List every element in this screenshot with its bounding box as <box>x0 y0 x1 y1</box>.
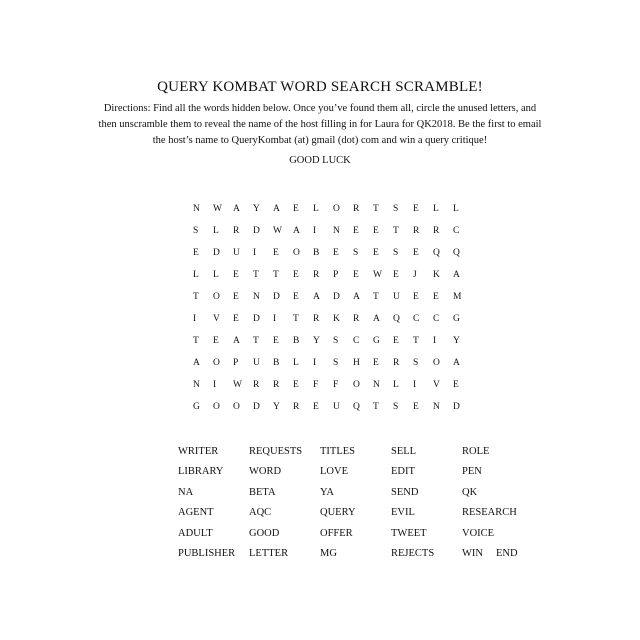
grid-letter: R <box>413 226 420 236</box>
grid-letter: A <box>313 292 320 302</box>
word-list-item: AQC <box>249 507 272 519</box>
grid-letter: L <box>193 270 199 280</box>
grid-letter: A <box>373 314 380 324</box>
grid-letter: L <box>453 204 459 214</box>
word-list-item: EVIL <box>391 507 415 519</box>
grid-letter: J <box>413 270 417 280</box>
grid-letter: B <box>313 248 320 258</box>
grid-letter: O <box>353 380 360 390</box>
grid-letter: H <box>353 358 360 368</box>
grid-letter: W <box>213 204 222 214</box>
grid-letter: E <box>353 226 359 236</box>
grid-letter: L <box>313 204 319 214</box>
word-list-row <box>178 523 538 544</box>
grid-letter: T <box>413 336 419 346</box>
grid-letter: Q <box>453 248 460 258</box>
grid-letter: S <box>333 336 339 346</box>
word-list-item: EDIT <box>391 466 415 478</box>
grid-letter: S <box>393 402 399 412</box>
grid-letter: E <box>373 248 379 258</box>
word-list-item: MG <box>320 548 337 560</box>
grid-letter: G <box>193 402 200 412</box>
word-list-item: REJECTS <box>391 548 435 560</box>
grid-letter: N <box>193 380 200 390</box>
grid-letter: R <box>353 204 360 214</box>
word-list-item: ROLE <box>462 445 490 457</box>
word-list-row <box>178 441 538 462</box>
grid-letter: R <box>273 380 280 390</box>
grid-letter: N <box>333 226 340 236</box>
page-title: QUERY KOMBAT WORD SEARCH SCRAMBLE! <box>157 79 483 95</box>
grid-letter: M <box>453 292 462 302</box>
grid-letter: D <box>453 402 460 412</box>
word-list-item: QUERY <box>320 507 356 519</box>
grid-letter: C <box>433 314 440 324</box>
grid-letter: E <box>413 248 419 258</box>
word-list-item: LIBRARY <box>178 466 224 478</box>
grid-letter: S <box>413 358 419 368</box>
grid-letter: E <box>213 336 219 346</box>
grid-letter: P <box>333 270 339 280</box>
grid-letter: D <box>253 402 260 412</box>
word-list-row <box>178 462 538 483</box>
grid-letter: S <box>333 358 339 368</box>
good-luck-text: GOOD LUCK <box>289 155 351 166</box>
word-list-item: END <box>496 548 518 560</box>
word-list-row <box>178 482 538 503</box>
grid-letter: A <box>453 358 460 368</box>
word-list-item: GOOD <box>249 527 280 539</box>
word-list-item: WIN <box>462 548 483 560</box>
word-list-row <box>178 503 538 524</box>
grid-letter: U <box>253 358 260 368</box>
grid-letter: Y <box>253 204 260 214</box>
grid-letter: E <box>413 402 419 412</box>
grid-row <box>193 220 473 242</box>
grid-letter: E <box>293 380 299 390</box>
grid-letter: F <box>333 380 339 390</box>
grid-letter: T <box>253 336 259 346</box>
grid-letter: I <box>313 226 317 236</box>
grid-letter: A <box>453 270 460 280</box>
grid-letter: E <box>353 270 359 280</box>
grid-letter: T <box>373 292 379 302</box>
grid-letter: E <box>393 336 399 346</box>
grid-letter: E <box>293 292 299 302</box>
grid-row <box>193 396 473 418</box>
grid-letter: A <box>293 226 300 236</box>
grid-letter: E <box>233 270 239 280</box>
grid-letter: W <box>233 380 242 390</box>
grid-letter: R <box>433 226 440 236</box>
grid-letter: T <box>373 402 379 412</box>
grid-row <box>193 308 473 330</box>
grid-letter: E <box>453 380 459 390</box>
grid-letter: D <box>253 314 260 324</box>
grid-letter: R <box>313 270 320 280</box>
grid-letter: W <box>373 270 382 280</box>
grid-letter: O <box>213 292 220 302</box>
grid-letter: N <box>433 402 440 412</box>
grid-letter: A <box>353 292 360 302</box>
word-list <box>178 441 538 564</box>
grid-letter: G <box>453 314 460 324</box>
word-list-item: LOVE <box>320 466 348 478</box>
grid-letter: W <box>273 226 282 236</box>
grid-letter: L <box>293 358 299 368</box>
grid-letter: I <box>413 380 417 390</box>
grid-letter: Q <box>393 314 400 324</box>
grid-letter: O <box>213 402 220 412</box>
grid-row <box>193 352 473 374</box>
letter-grid <box>193 198 473 418</box>
word-list-item: SELL <box>391 445 417 457</box>
grid-letter: O <box>233 402 240 412</box>
grid-letter: T <box>193 292 199 302</box>
grid-letter: B <box>293 336 300 346</box>
grid-letter: R <box>353 314 360 324</box>
grid-letter: Y <box>273 402 280 412</box>
grid-letter: E <box>293 270 299 280</box>
grid-letter: T <box>193 336 199 346</box>
grid-letter: L <box>433 204 439 214</box>
grid-letter: L <box>213 270 219 280</box>
word-list-item: OFFER <box>320 527 353 539</box>
grid-letter: I <box>433 336 437 346</box>
grid-letter: U <box>333 402 340 412</box>
grid-letter: F <box>313 380 319 390</box>
word-list-item: REQUESTS <box>249 445 303 457</box>
grid-letter: R <box>393 358 400 368</box>
word-list-item: BETA <box>249 486 276 498</box>
word-list-item: TWEET <box>391 527 427 539</box>
grid-letter: R <box>313 314 320 324</box>
grid-letter: S <box>193 226 199 236</box>
grid-letter: E <box>233 292 239 302</box>
word-list-row <box>178 544 538 565</box>
word-list-item: ADULT <box>178 527 213 539</box>
grid-letter: O <box>333 204 340 214</box>
word-list-item: RESEARCH <box>462 507 517 519</box>
grid-letter: E <box>313 402 319 412</box>
grid-letter: D <box>253 226 260 236</box>
grid-letter: S <box>353 248 359 258</box>
word-list-item: AGENT <box>178 507 214 519</box>
grid-letter: N <box>253 292 260 302</box>
word-list-item: PUBLISHER <box>178 548 236 560</box>
grid-letter: C <box>453 226 460 236</box>
grid-letter: D <box>213 248 220 258</box>
grid-letter: E <box>393 270 399 280</box>
grid-letter: Q <box>353 402 360 412</box>
grid-letter: O <box>293 248 300 258</box>
grid-letter: C <box>353 336 360 346</box>
grid-letter: D <box>333 292 340 302</box>
grid-letter: E <box>233 314 239 324</box>
grid-letter: E <box>433 292 439 302</box>
grid-letter: L <box>213 226 219 236</box>
grid-letter: I <box>213 380 217 390</box>
grid-letter: E <box>373 226 379 236</box>
grid-letter: T <box>373 204 379 214</box>
word-list-item: PEN <box>462 466 482 478</box>
grid-letter: Y <box>313 336 320 346</box>
grid-letter: A <box>193 358 200 368</box>
grid-letter: T <box>253 270 259 280</box>
grid-letter: Y <box>453 336 460 346</box>
grid-letter: I <box>253 248 257 258</box>
grid-letter: T <box>293 314 299 324</box>
grid-letter: E <box>293 204 299 214</box>
grid-letter: Q <box>433 248 440 258</box>
grid-letter: K <box>333 314 340 324</box>
grid-letter: A <box>233 204 240 214</box>
grid-letter: K <box>433 270 440 280</box>
grid-row <box>193 198 473 220</box>
grid-letter: E <box>333 248 339 258</box>
grid-letter: E <box>413 204 419 214</box>
grid-letter: P <box>233 358 239 368</box>
grid-row <box>193 330 473 352</box>
word-list-item: TITLES <box>320 445 355 457</box>
grid-letter: G <box>373 336 380 346</box>
grid-letter: V <box>213 314 220 324</box>
grid-letter: U <box>233 248 240 258</box>
grid-letter: C <box>413 314 420 324</box>
grid-letter: R <box>233 226 240 236</box>
grid-letter: N <box>373 380 380 390</box>
grid-letter: U <box>393 292 400 302</box>
word-list-item: NA <box>178 486 194 498</box>
grid-row <box>193 242 473 264</box>
grid-letter: T <box>393 226 399 236</box>
grid-letter: S <box>393 204 399 214</box>
grid-row <box>193 264 473 286</box>
word-list-item: WORD <box>249 466 282 478</box>
grid-letter: E <box>413 292 419 302</box>
grid-letter: B <box>273 358 280 368</box>
grid-letter: E <box>193 248 199 258</box>
grid-letter: I <box>193 314 197 324</box>
grid-row <box>193 374 473 396</box>
grid-letter: A <box>233 336 240 346</box>
grid-letter: I <box>313 358 317 368</box>
grid-letter: O <box>213 358 220 368</box>
word-list-item: YA <box>320 486 335 498</box>
word-list-item: WRITER <box>178 445 219 457</box>
word-list-item: LETTER <box>249 548 289 560</box>
word-list-item: SEND <box>391 486 419 498</box>
grid-letter: A <box>273 204 280 214</box>
grid-letter: O <box>433 358 440 368</box>
grid-letter: S <box>393 248 399 258</box>
word-list-item: QK <box>462 486 478 498</box>
grid-letter: D <box>273 292 280 302</box>
grid-letter: R <box>253 380 260 390</box>
grid-row <box>193 286 473 308</box>
grid-letter: L <box>393 380 399 390</box>
directions-text: Directions: Find all the words hidden below. Once you’ve found them all, circle the unused letters, and then unscramble them to reveal the name of the host filling in for Laura for QK2018. Be the first to email the host’s name to QueryKombat (at) gmail (dot) com and win a query critique! <box>98 103 542 146</box>
grid-letter: E <box>273 336 279 346</box>
grid-letter: E <box>373 358 379 368</box>
grid-letter: V <box>433 380 440 390</box>
word-list-item: VOICE <box>462 527 495 539</box>
grid-letter: R <box>293 402 300 412</box>
grid-letter: E <box>273 248 279 258</box>
grid-letter: I <box>273 314 277 324</box>
grid-letter: T <box>273 270 279 280</box>
grid-letter: N <box>193 204 200 214</box>
